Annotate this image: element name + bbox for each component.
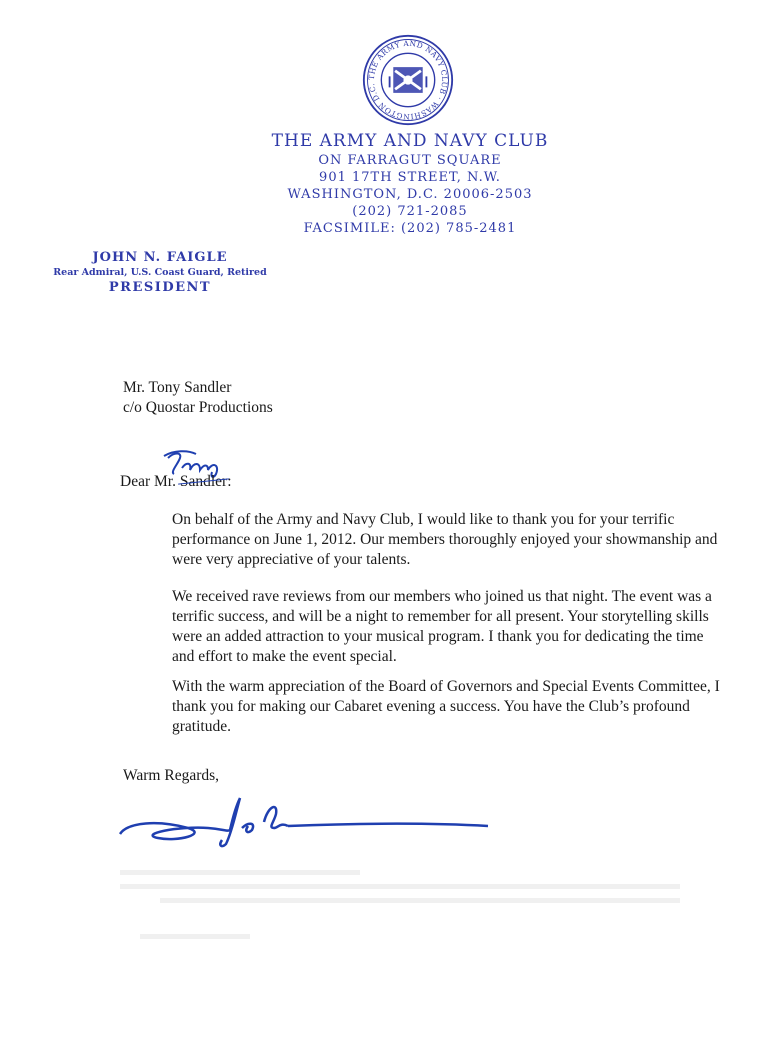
struck-surname: Sandler [179,473,228,490]
fax-line: FACSIMILE: (202) 785-2481 [303,221,517,236]
phone-line: (202) 721-2085 [352,204,468,219]
salutation [120,472,232,492]
president-title: PRESIDENT [108,280,212,295]
address-line: 901 17TH STREET, N.W. [319,170,501,185]
addressee-name: Mr. Tony Sandler [123,379,232,396]
body-paragraph-1: On behalf of the Army and Navy Club, I would like to thank you for your terrific performance on June 1, 2012. Our members thoroughly enjoyed your showmanship and were very appreciative of your talents. [172,511,718,568]
addressee-company: c/o Quostar Productions [123,399,273,416]
salutation-suffix: : [227,473,232,490]
president-name: JOHN N. FAIGLE [92,250,228,265]
svg-text:THE ARMY AND NAVY CLUB · WASHI: THE ARMY AND NAVY CLUB · WASHINGTON D.C. [366,38,450,122]
handwritten-signature-icon [118,792,490,852]
body-paragraph-2: We received rave reviews from our members who joined us that night. The event was a terrific success, and will be a night to remember for all present. Your storytelling skills were an added attraction to your musical program. I thank you for dedicating the time and effort to make the event special. [172,588,712,665]
closing: Warm Regards, [123,767,220,784]
letterhead [230,130,590,237]
president-block [20,249,300,296]
club-name: THE ARMY AND NAVY CLUB [271,131,549,151]
paper-bleed-through [120,868,700,948]
president-rank: Rear Admiral, U.S. Coast Guard, Retired [53,267,267,278]
salutation-prefix: Dear Mr. [120,473,180,490]
addressee-block [123,378,273,418]
body-paragraph-3: With the warm appreciation of the Board of Governors and Special Events Committee, I thank you for making our Cabaret evening a success. You have the Club’s profound gratitude. [172,678,720,735]
address-line: ON FARRAGUT SQUARE [318,153,502,168]
club-seal-icon [362,34,454,126]
address-line: WASHINGTON, D.C. 20006-2503 [287,187,533,202]
